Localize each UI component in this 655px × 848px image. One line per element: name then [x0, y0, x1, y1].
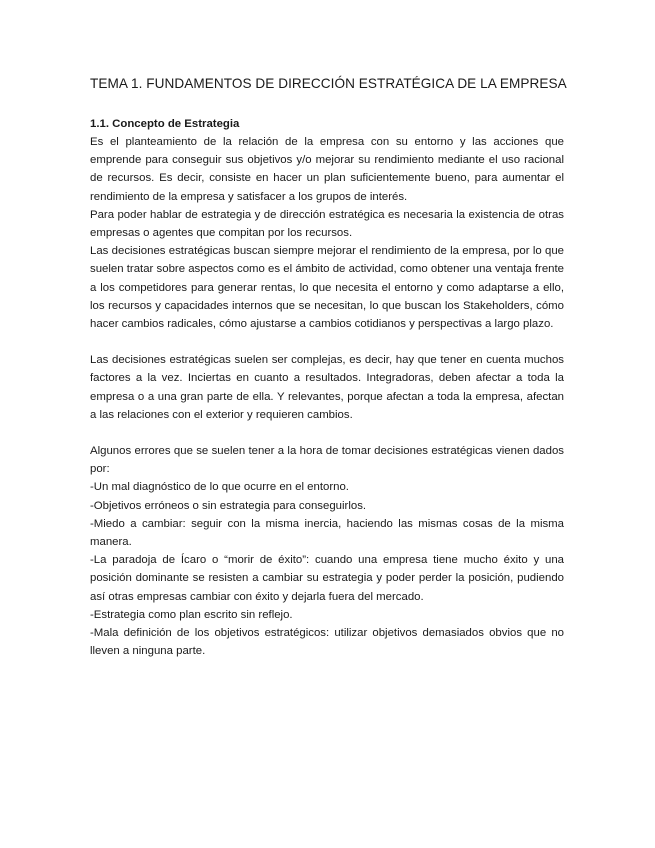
paragraph-decision-characteristics: Las decisiones estratégicas suelen ser complejas, es decir, hay que tener en cuenta muchos factores a la vez. Inciertas en cuanto a resultados. Integradoras, deben afectar a toda la empresa o a una gran parte de ella. Y relevantes, porque afectan a toda la empresa, afectan a las relaciones con el exterior y requieren cambios. — [90, 354, 564, 421]
list-item-error: -La paradoja de Ícaro o “morir de éxito”: cuando una empresa tiene mucho éxito y una posición dominante se resisten a cambiar su estrategia y poder perder la posición, pudiendo así otras empresas cambiar con éxito y dejarla fuera del mercado. — [90, 554, 564, 603]
paragraph-competition: Para poder hablar de estrategia y de dirección estratégica es necesaria la existencia de otras empresas o agentes que compitan por los recursos. — [90, 208, 564, 240]
section-heading: 1.1. Concepto de Estrategia — [90, 118, 240, 130]
list-item-error: -Un mal diagnóstico de lo que ocurre en el entorno. — [90, 481, 349, 494]
paragraph-gap — [90, 333, 564, 351]
document-title: TEMA 1. FUNDAMENTOS DE DIRECCIÓN ESTRATÉGICA DE LA EMPRESA — [90, 76, 567, 91]
paragraph-strategic-decisions: Las decisiones estratégicas buscan siempre mejorar el rendimiento de la empresa, por lo que suelen tratar sobre aspectos como es el ámbito de actividad, como obtener una ventaja frente a los competidores para generar rentas, lo que necesita el entorno y como adaptarse a ello, los recursos y capacidades internos que se necesitan, lo que buscan los Stakeholders, cómo hacer cambios radicales, cómo ajustarse a cambios cotidianos y perspectivas a largo plazo. — [90, 245, 564, 331]
paragraph-errors-intro: Algunos errores que se suelen tener a la hora de tomar decisiones estratégicas vienen dados por: — [90, 445, 564, 476]
list-item-error: -Miedo a cambiar: seguir con la misma inercia, haciendo las mismas cosas de la misma manera. — [90, 517, 564, 549]
list-item-error: -Mala definición de los objetivos estratégicos: utilizar objetivos demasiados obvios que no lleven a ninguna parte. — [90, 627, 564, 658]
list-item-error: -Estrategia como plan escrito sin reflejo. — [90, 608, 293, 621]
document-body — [90, 75, 567, 660]
paragraph-definition: Es el planteamiento de la relación de la empresa con su entorno y las acciones que emprende para conseguir sus objetivos y/o mejorar su rendimiento mediante el uso racional de recursos. Es decir, consiste en hacer un plan suficientemente bueno, para aumentar el rendimiento de la empresa y satisfacer a los grupos de interés. — [90, 136, 564, 203]
list-item-error: -Objetivos erróneos o sin estrategia para conseguirlos. — [90, 499, 367, 512]
paragraph-gap — [90, 424, 564, 442]
